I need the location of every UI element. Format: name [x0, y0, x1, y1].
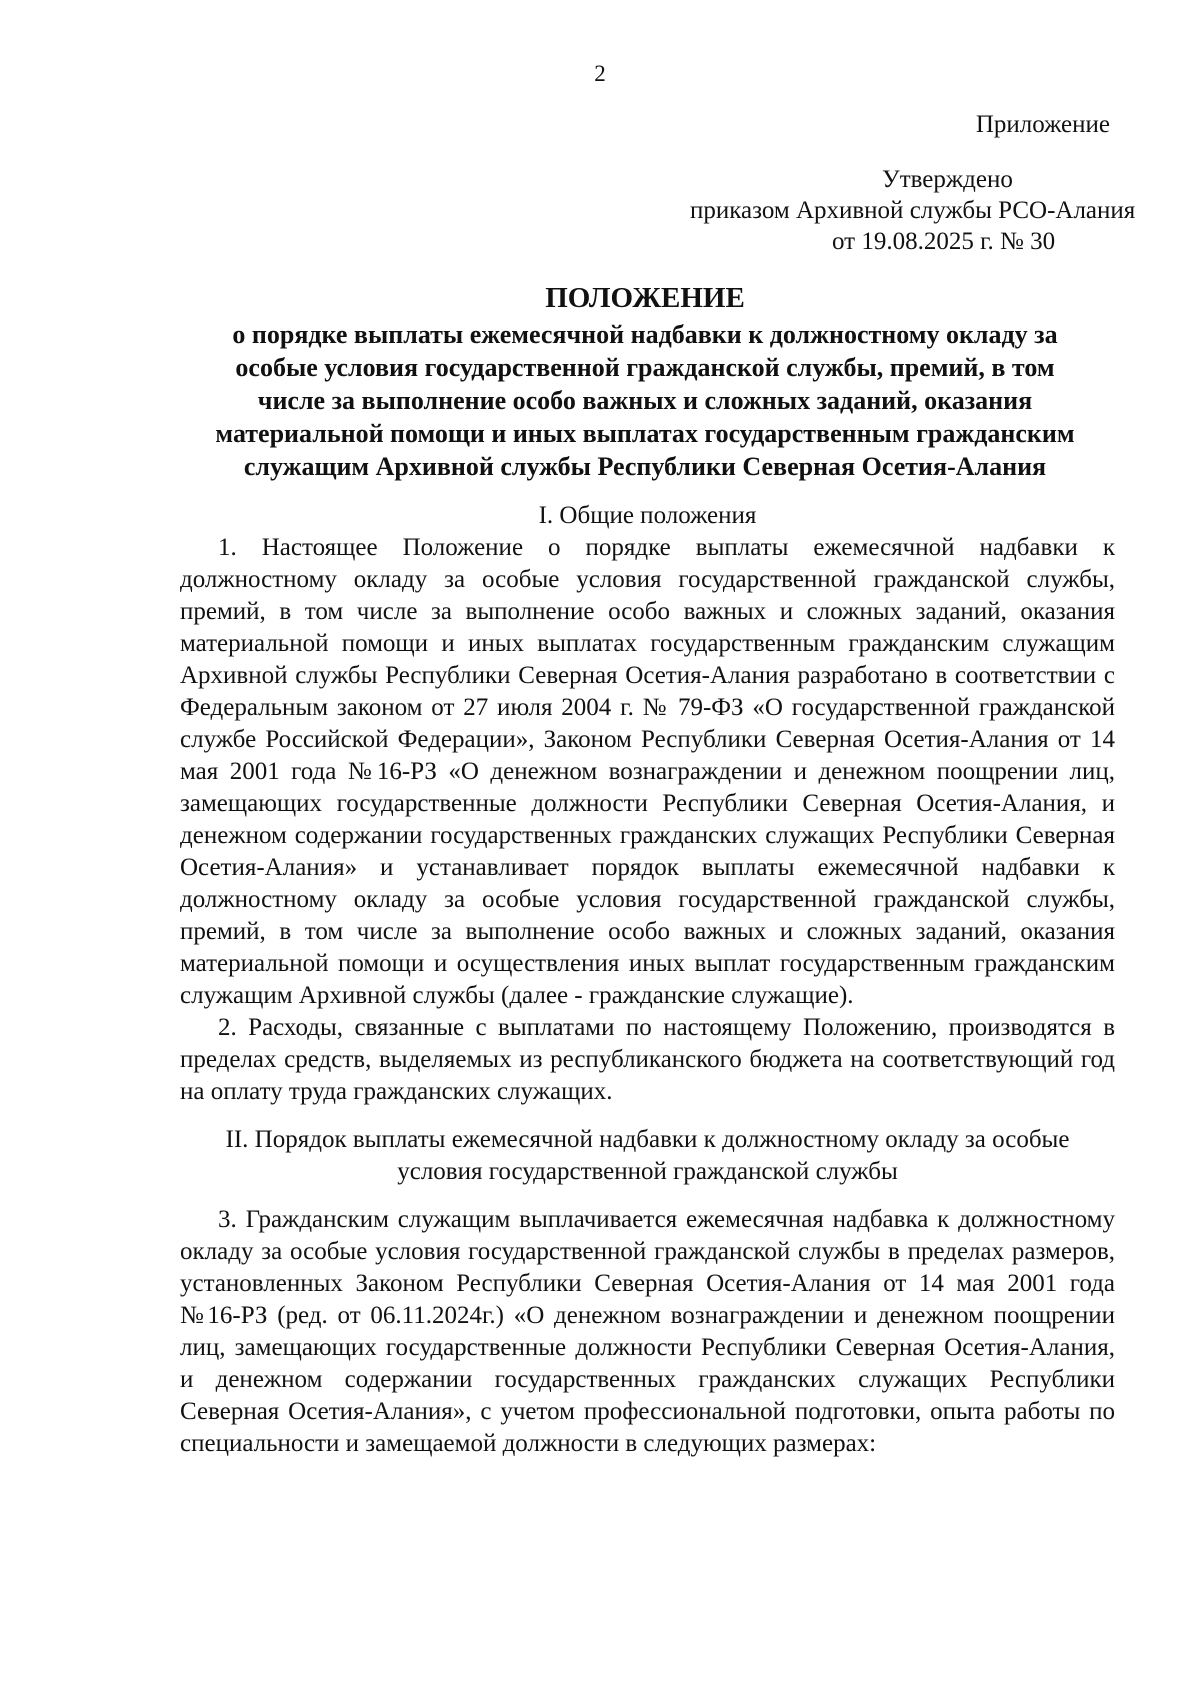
section-heading-line: II. Порядок выплаты ежемесячной надбавки к должностному окладу за особые	[225, 1126, 1070, 1153]
approval-block	[690, 164, 1135, 257]
approval-line-approved: Утверждено	[882, 166, 1013, 193]
paragraph-2: 2. Расходы, связанные с выплатами по настоящему Положению, производятся в пределах средств, выделяемых из республиканского бюджета на соответствующий год на оплату труда гражданских служащих.	[180, 1014, 1115, 1105]
approval-line-date: от 19.08.2025 г. № 30	[832, 228, 1056, 255]
title-sub-line: числе за выполнение особо важных и сложных заданий, оказания	[257, 386, 1033, 415]
document-title	[170, 280, 1120, 483]
title-sub-line: служащим Архивной службы Республики Северная Осетия-Алания	[243, 452, 1047, 481]
title-sub-line: материальной помощи и иных выплатах государственным гражданским	[215, 419, 1075, 448]
document-body	[180, 500, 1115, 1460]
section-heading-allowance	[180, 1124, 1115, 1188]
title-sub-line: особые условия государственной гражданской службы, премий, в том	[235, 353, 1055, 382]
approval-line-order: приказом Архивной службы РСО-Алания	[690, 197, 1136, 224]
section-heading-line: условия государственной гражданской службы	[397, 1158, 898, 1185]
title-sub-line: о порядке выплаты ежемесячной надбавки к должностному окладу за	[232, 320, 1058, 349]
section-heading-general: I. Общие положения	[538, 502, 757, 529]
title-main: ПОЛОЖЕНИЕ	[545, 282, 745, 314]
appendix-label: Приложение	[975, 111, 1110, 138]
page-number: 2	[594, 61, 606, 86]
paragraph-3: 3. Гражданским служащим выплачивается ежемесячная надбавка к должностному окладу за особые условия государственной гражданской службы в пределах размеров, установленных Законом Республики Северная Осетия-Алания от 14 мая 2001 года №16-РЗ (ред. от 06.11.2024г.) «О денежном вознаграждении и денежном поощрении лиц, замещающих государственные должности Республики Северная Осетия-Алания, и денежном содержании государственных гражданских служащих Республики Северная Осетия-Алания», с учетом профессиональной подготовки, опыта работы по специальности и замещаемой должности в следующих размерах:	[180, 1206, 1115, 1457]
paragraph-1: 1. Настоящее Положение о порядке выплаты ежемесячной надбавки к должностному окладу за особые условия государственной гражданской службы, премий, в том числе за выполнение особо важных и сложных заданий, оказания материальной помощи и иных выплатах государственным гражданским служащим Архивной службы Республики Северная Осетия-Алания разработано в соответствии с Федеральным законом от 27 июля 2004 г. № 79-ФЗ «О государственной гражданской службе Российской Федерации», Законом Республики Северная Осетия-Алания от 14 мая 2001 года №16-РЗ «О денежном вознаграждении и денежном поощрении лиц, замещающих государственные должности Республики Северная Осетия-Алания, и денежном содержании государственных гражданских служащих Республики Северная Осетия-Алания» и устанавливает порядок выплаты ежемесячной надбавки к должностному окладу за особые условия государственной гражданской службы, премий, в том числе за выполнение особо важных и сложных заданий, оказания материальной помощи и осуществления иных выплат государственным гражданским служащим Архивной службы (далее - гражданские служащие).	[180, 534, 1115, 1009]
title-subtitle	[170, 318, 1120, 483]
